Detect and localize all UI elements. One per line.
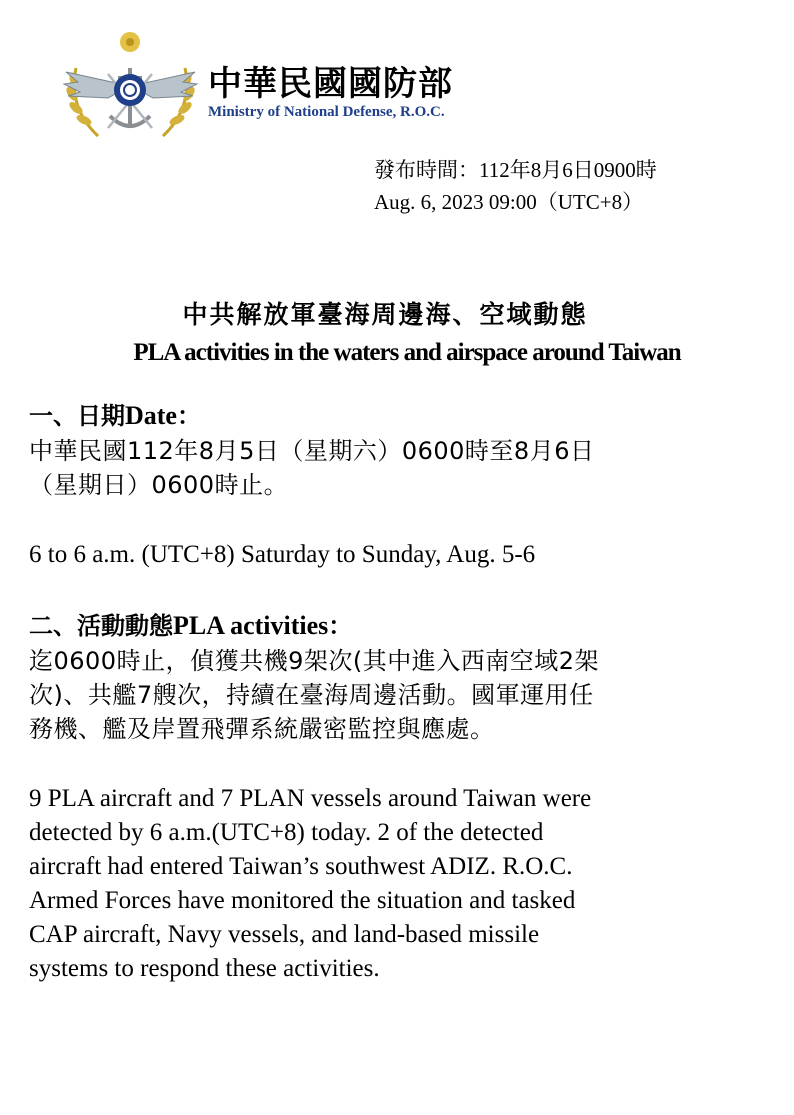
section-date-english: 6 to 6 a.m. (UTC+8) Saturday to Sunday, Aug. 5-6 — [29, 541, 536, 568]
release-time-chinese: 發布時間：112年8月6日0900時 — [374, 158, 657, 182]
ministry-name-english: Ministry of National Defense, R.O.C. — [208, 104, 445, 120]
section-activities-chinese — [29, 644, 769, 746]
section-activities-chinese-line: 迄0600時止，偵獲共機9架次(其中進入西南空域2架 — [29, 647, 599, 675]
ministry-name-chinese: 中華民國國防部 — [208, 64, 453, 104]
ministry-emblem-icon — [58, 28, 203, 140]
release-time-english: Aug. 6, 2023 09:00（UTC+8） — [374, 190, 644, 214]
section-activities-english-line: Armed Forces have monitored the situation and tasked — [29, 887, 576, 914]
section-activities-heading-suffix: ： — [328, 612, 353, 640]
section-date-heading-suffix: ： — [176, 402, 201, 430]
section-date-heading-prefix: 一、日期 — [29, 402, 125, 430]
press-release-title — [0, 296, 794, 372]
section-activities-heading — [29, 608, 769, 644]
section-activities-heading-english: PLA activities — [173, 611, 329, 640]
section-date-chinese-line: 中華民國112年8月5日（星期六）0600時至8月6日 — [29, 437, 595, 465]
section-activities-heading-prefix: 二、活動動態 — [29, 612, 173, 640]
title-english: PLA activities in the waters and airspace around Taiwan — [133, 339, 681, 366]
section-activities-english-line: CAP aircraft, Navy vessels, and land-based missile — [29, 921, 540, 948]
section-activities-english-line: 9 PLA aircraft and 7 PLAN vessels around Taiwan were — [29, 785, 592, 812]
letterhead — [58, 28, 518, 143]
section-activities-chinese-line: 次)、共艦7艘次，持續在臺海周邊活動。國軍運用任 — [29, 681, 594, 709]
section-activities-chinese-line: 務機、艦及岸置飛彈系統嚴密監控與應處。 — [29, 715, 495, 743]
section-date-chinese — [29, 434, 769, 502]
press-release-body — [29, 398, 769, 986]
section-activities-english — [29, 782, 769, 986]
section-date-heading — [29, 398, 769, 434]
release-time — [374, 154, 657, 218]
section-date-chinese-line: （星期日）0600時止。 — [29, 471, 289, 499]
title-chinese: 中共解放軍臺海周邊海、空域動態 — [182, 300, 588, 329]
section-date-heading-english: Date — [125, 401, 177, 430]
section-activities-english-line: detected by 6 a.m.(UTC+8) today. 2 of the detected — [29, 819, 544, 846]
section-activities-english-line: systems to respond these activities. — [29, 955, 380, 982]
section-activities-english-line: aircraft had entered Taiwan’s southwest ADIZ. R.O.C. — [29, 853, 573, 880]
